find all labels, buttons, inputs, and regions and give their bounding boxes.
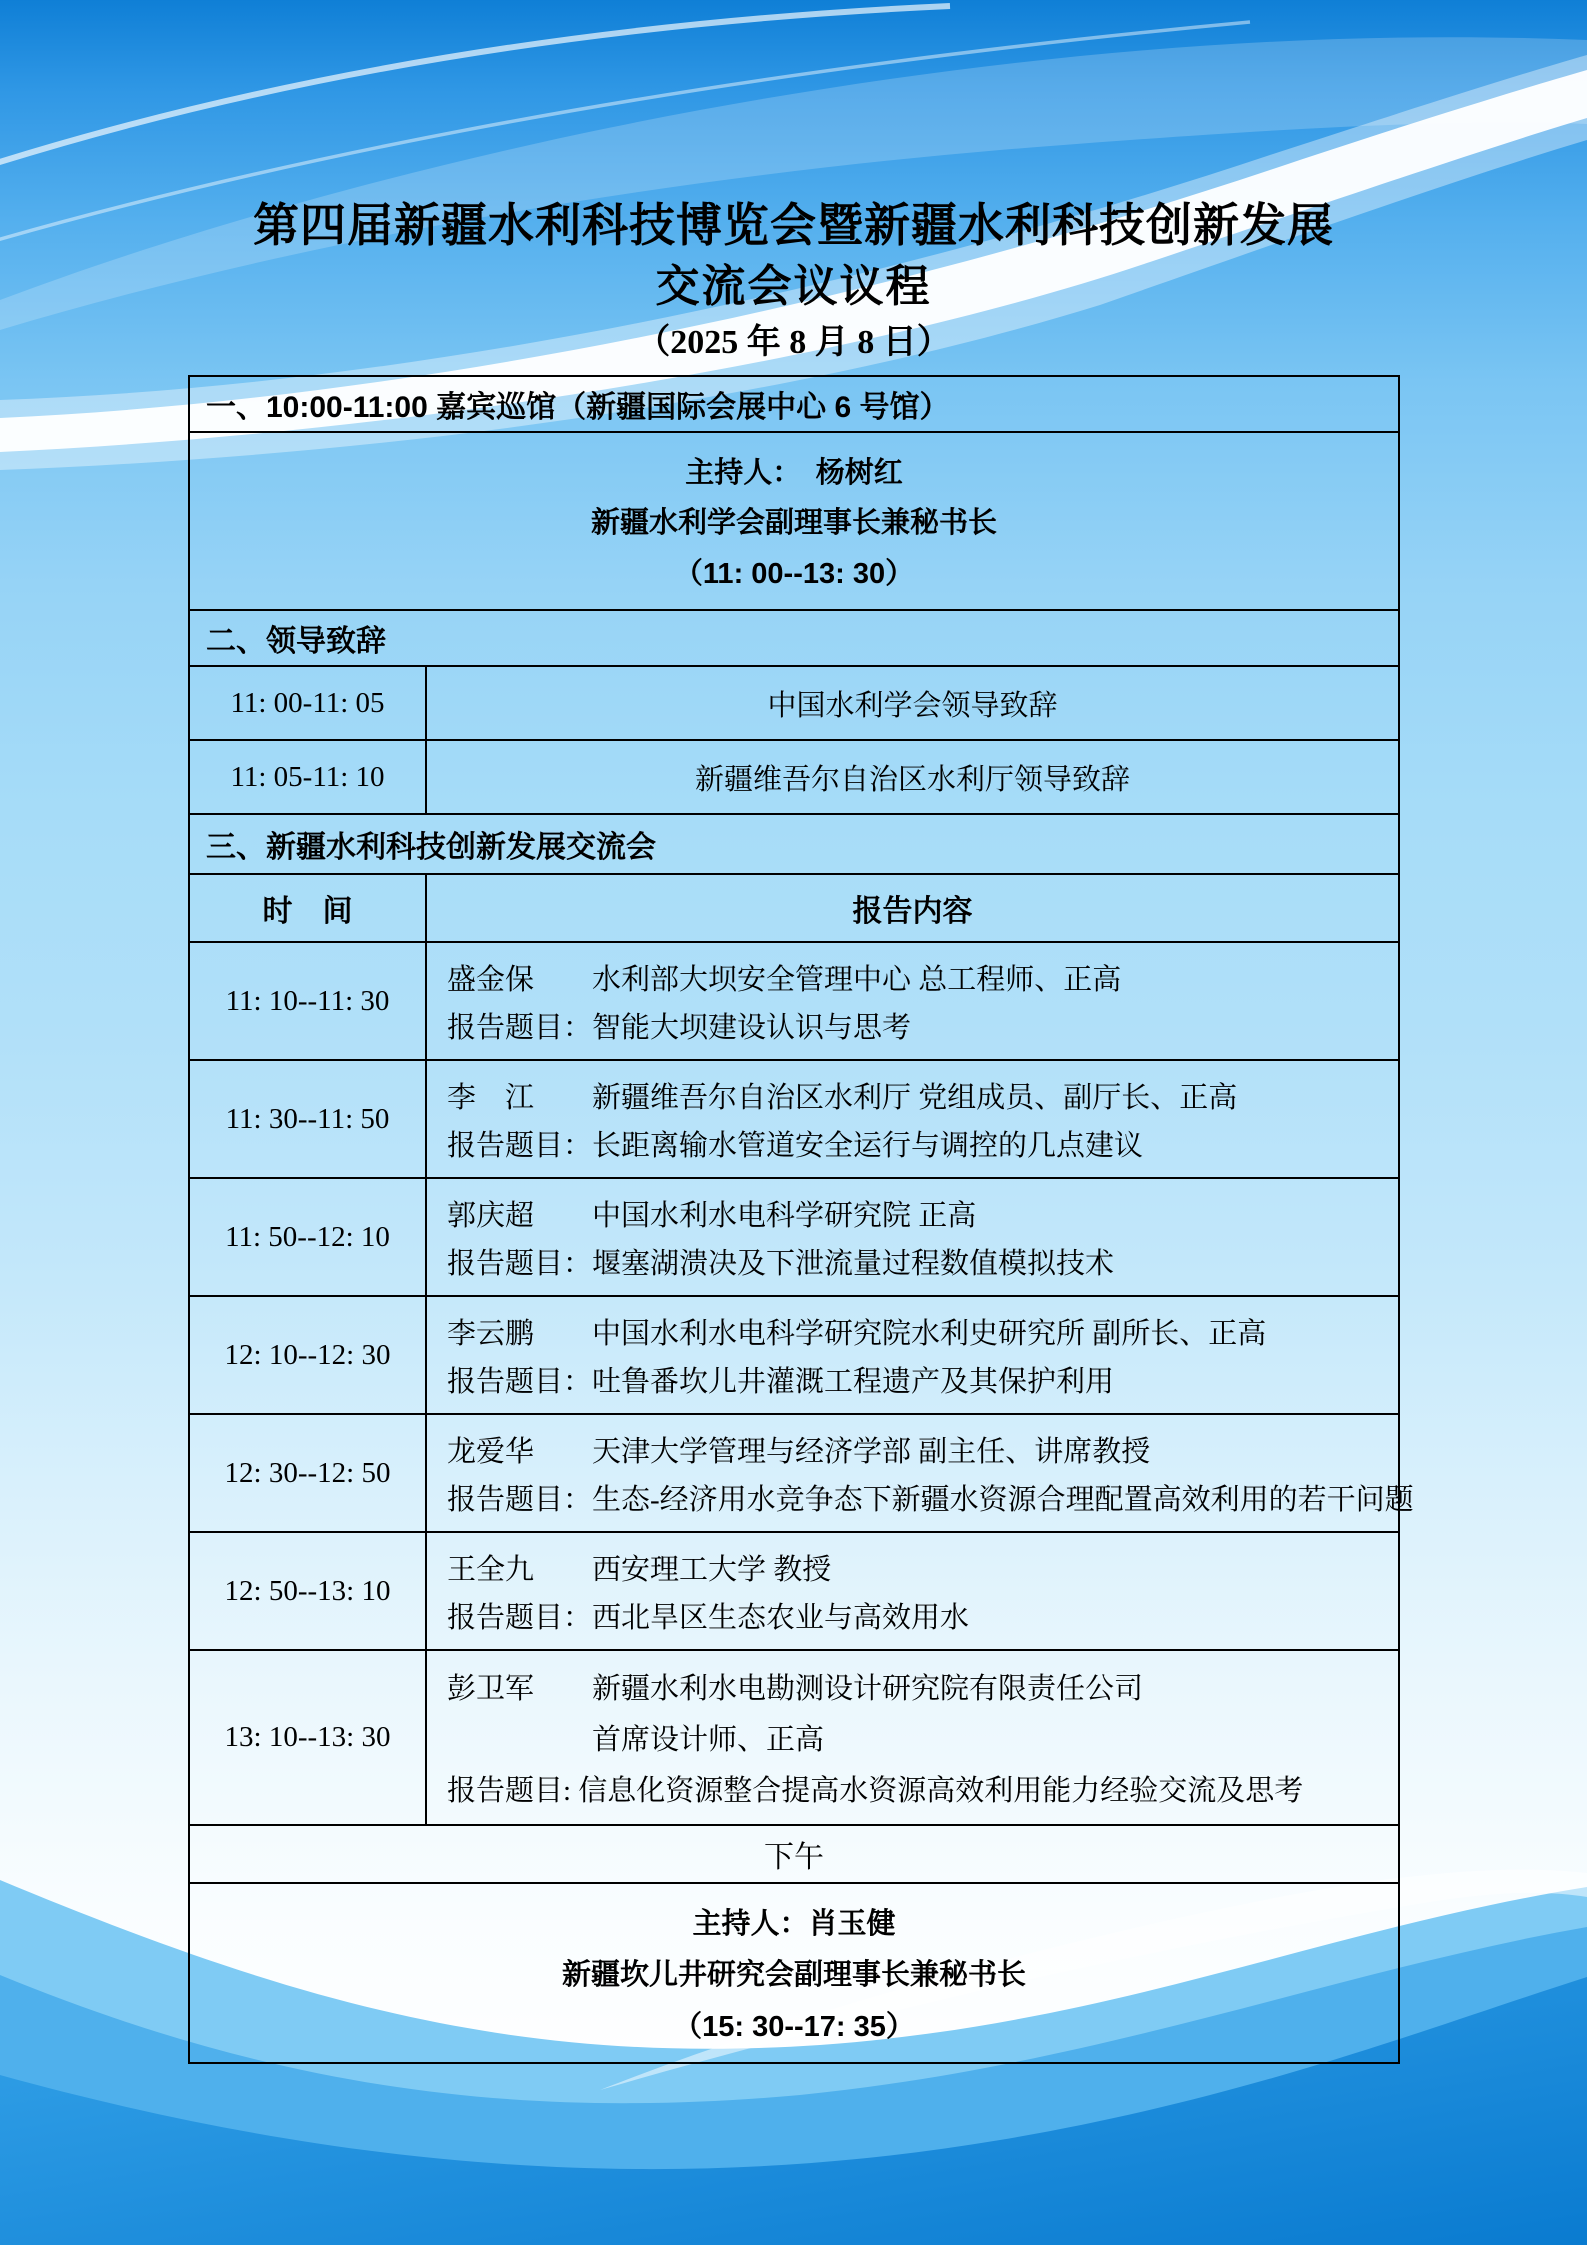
topic-line: 报告题目：西北旱区生态农业与高效用水 xyxy=(447,1601,970,1634)
section-row-3 xyxy=(190,815,1398,875)
section-title: 一、10:00-11:00 嘉宾巡馆（新疆国际会展中心 6 号馆） xyxy=(206,391,950,424)
section-title: 三、新疆水利科技创新发展交流会 xyxy=(206,831,656,864)
time-cell: 11: 00-11: 05 xyxy=(190,667,427,739)
speaker-line: 王全九 西安理工大学 教授 xyxy=(447,1553,832,1586)
speaker-line: 李 江 新疆维吾尔自治区水利厅 党组成员、副厅长、正高 xyxy=(447,1081,1238,1114)
section-row-1 xyxy=(190,377,1398,433)
host-title: 新疆坎儿井研究会副理事长兼秘书长 xyxy=(561,1959,1026,1992)
time-cell: 12: 10--12: 30 xyxy=(190,1297,427,1413)
content-cell xyxy=(427,1651,1398,1824)
time-cell: 11: 05-11: 10 xyxy=(190,741,427,813)
section-row-2 xyxy=(190,611,1398,667)
time-cell: 11: 50--12: 10 xyxy=(190,1179,427,1295)
topic-line: 报告题目：堰塞湖溃决及下泄流量过程数值模拟技术 xyxy=(447,1247,1115,1280)
host-name: 主持人： 杨树红 xyxy=(685,456,903,489)
conference-date: （2025 年 8 月 8 日） xyxy=(636,323,951,361)
time-cell: 11: 30--11: 50 xyxy=(190,1061,427,1177)
report-row xyxy=(190,1297,1398,1415)
speaker-line-2: 首席设计师、正高 xyxy=(447,1724,825,1756)
report-row xyxy=(190,1533,1398,1651)
time-header-cell: 时 间 xyxy=(190,875,427,941)
session-time: （11: 00--13: 30） xyxy=(673,558,915,591)
time-cell: 11: 10--11: 30 xyxy=(190,943,427,1059)
title-block xyxy=(0,196,1587,365)
speaker-line: 盛金保 水利部大坝安全管理中心 总工程师、正高 xyxy=(447,963,1122,996)
page-title: 第四届新疆水利科技博览会暨新疆水利科技创新发展 xyxy=(253,200,1334,251)
speaker-line: 郭庆超 中国水利水电科学研究院 正高 xyxy=(447,1199,977,1232)
afternoon-divider-row xyxy=(190,1826,1398,1884)
report-row xyxy=(190,1179,1398,1297)
content-cell xyxy=(427,1415,1426,1531)
host-title: 新疆水利学会副理事长兼秘书长 xyxy=(590,507,997,540)
speech-row xyxy=(190,667,1398,741)
host-name: 主持人：肖玉健 xyxy=(692,1908,896,1941)
topic-line: 报告题目：吐鲁番坎儿井灌溉工程遗产及其保护利用 xyxy=(447,1365,1115,1398)
report-row xyxy=(190,1651,1398,1826)
content-cell xyxy=(427,943,1398,1059)
speaker-line: 李云鹏 中国水利水电科学研究院水利史研究所 副所长、正高 xyxy=(447,1317,1267,1350)
host-row-morning xyxy=(190,433,1398,611)
session-time: （15: 30--17: 35） xyxy=(673,2010,915,2043)
content-header-cell: 报告内容 xyxy=(852,895,973,928)
time-cell: 13: 10--13: 30 xyxy=(190,1651,427,1824)
report-row xyxy=(190,943,1398,1061)
content-cell: 中国水利学会领导致辞 xyxy=(767,689,1058,722)
content-cell xyxy=(427,1061,1398,1177)
speech-row xyxy=(190,741,1398,815)
content-cell xyxy=(427,1179,1398,1295)
agenda-table xyxy=(188,375,1414,2064)
time-cell: 12: 30--12: 50 xyxy=(190,1415,427,1531)
table-header-row xyxy=(190,875,1398,943)
topic-line: 报告题目: 信息化资源整合提高水资源高效利用能力经验交流及思考 xyxy=(447,1775,1304,1807)
content-cell xyxy=(427,1297,1398,1413)
topic-line: 报告题目：生态-经济用水竞争态下新疆水资源合理配置高效利用的若干问题 xyxy=(447,1483,1414,1516)
report-row xyxy=(190,1061,1398,1179)
speaker-line: 彭卫军 新疆水利水电勘测设计研究院有限责任公司 xyxy=(447,1673,1144,1705)
afternoon-label: 下午 xyxy=(764,1841,824,1874)
time-cell: 12: 50--13: 10 xyxy=(190,1533,427,1649)
report-row xyxy=(190,1415,1414,1533)
page-title-line2: 交流会议议程 xyxy=(655,261,932,311)
host-row-afternoon xyxy=(190,1884,1398,2062)
speaker-line: 龙爱华 天津大学管理与经济学部 副主任、讲席教授 xyxy=(447,1435,1151,1468)
topic-line: 报告题目：智能大坝建设认识与思考 xyxy=(447,1011,912,1044)
section-title: 二、领导致辞 xyxy=(206,625,386,658)
content-cell xyxy=(427,1533,1398,1649)
topic-line: 报告题目：长距离输水管道安全运行与调控的几点建议 xyxy=(447,1129,1144,1162)
content-cell: 新疆维吾尔自治区水利厅领导致辞 xyxy=(694,763,1130,796)
